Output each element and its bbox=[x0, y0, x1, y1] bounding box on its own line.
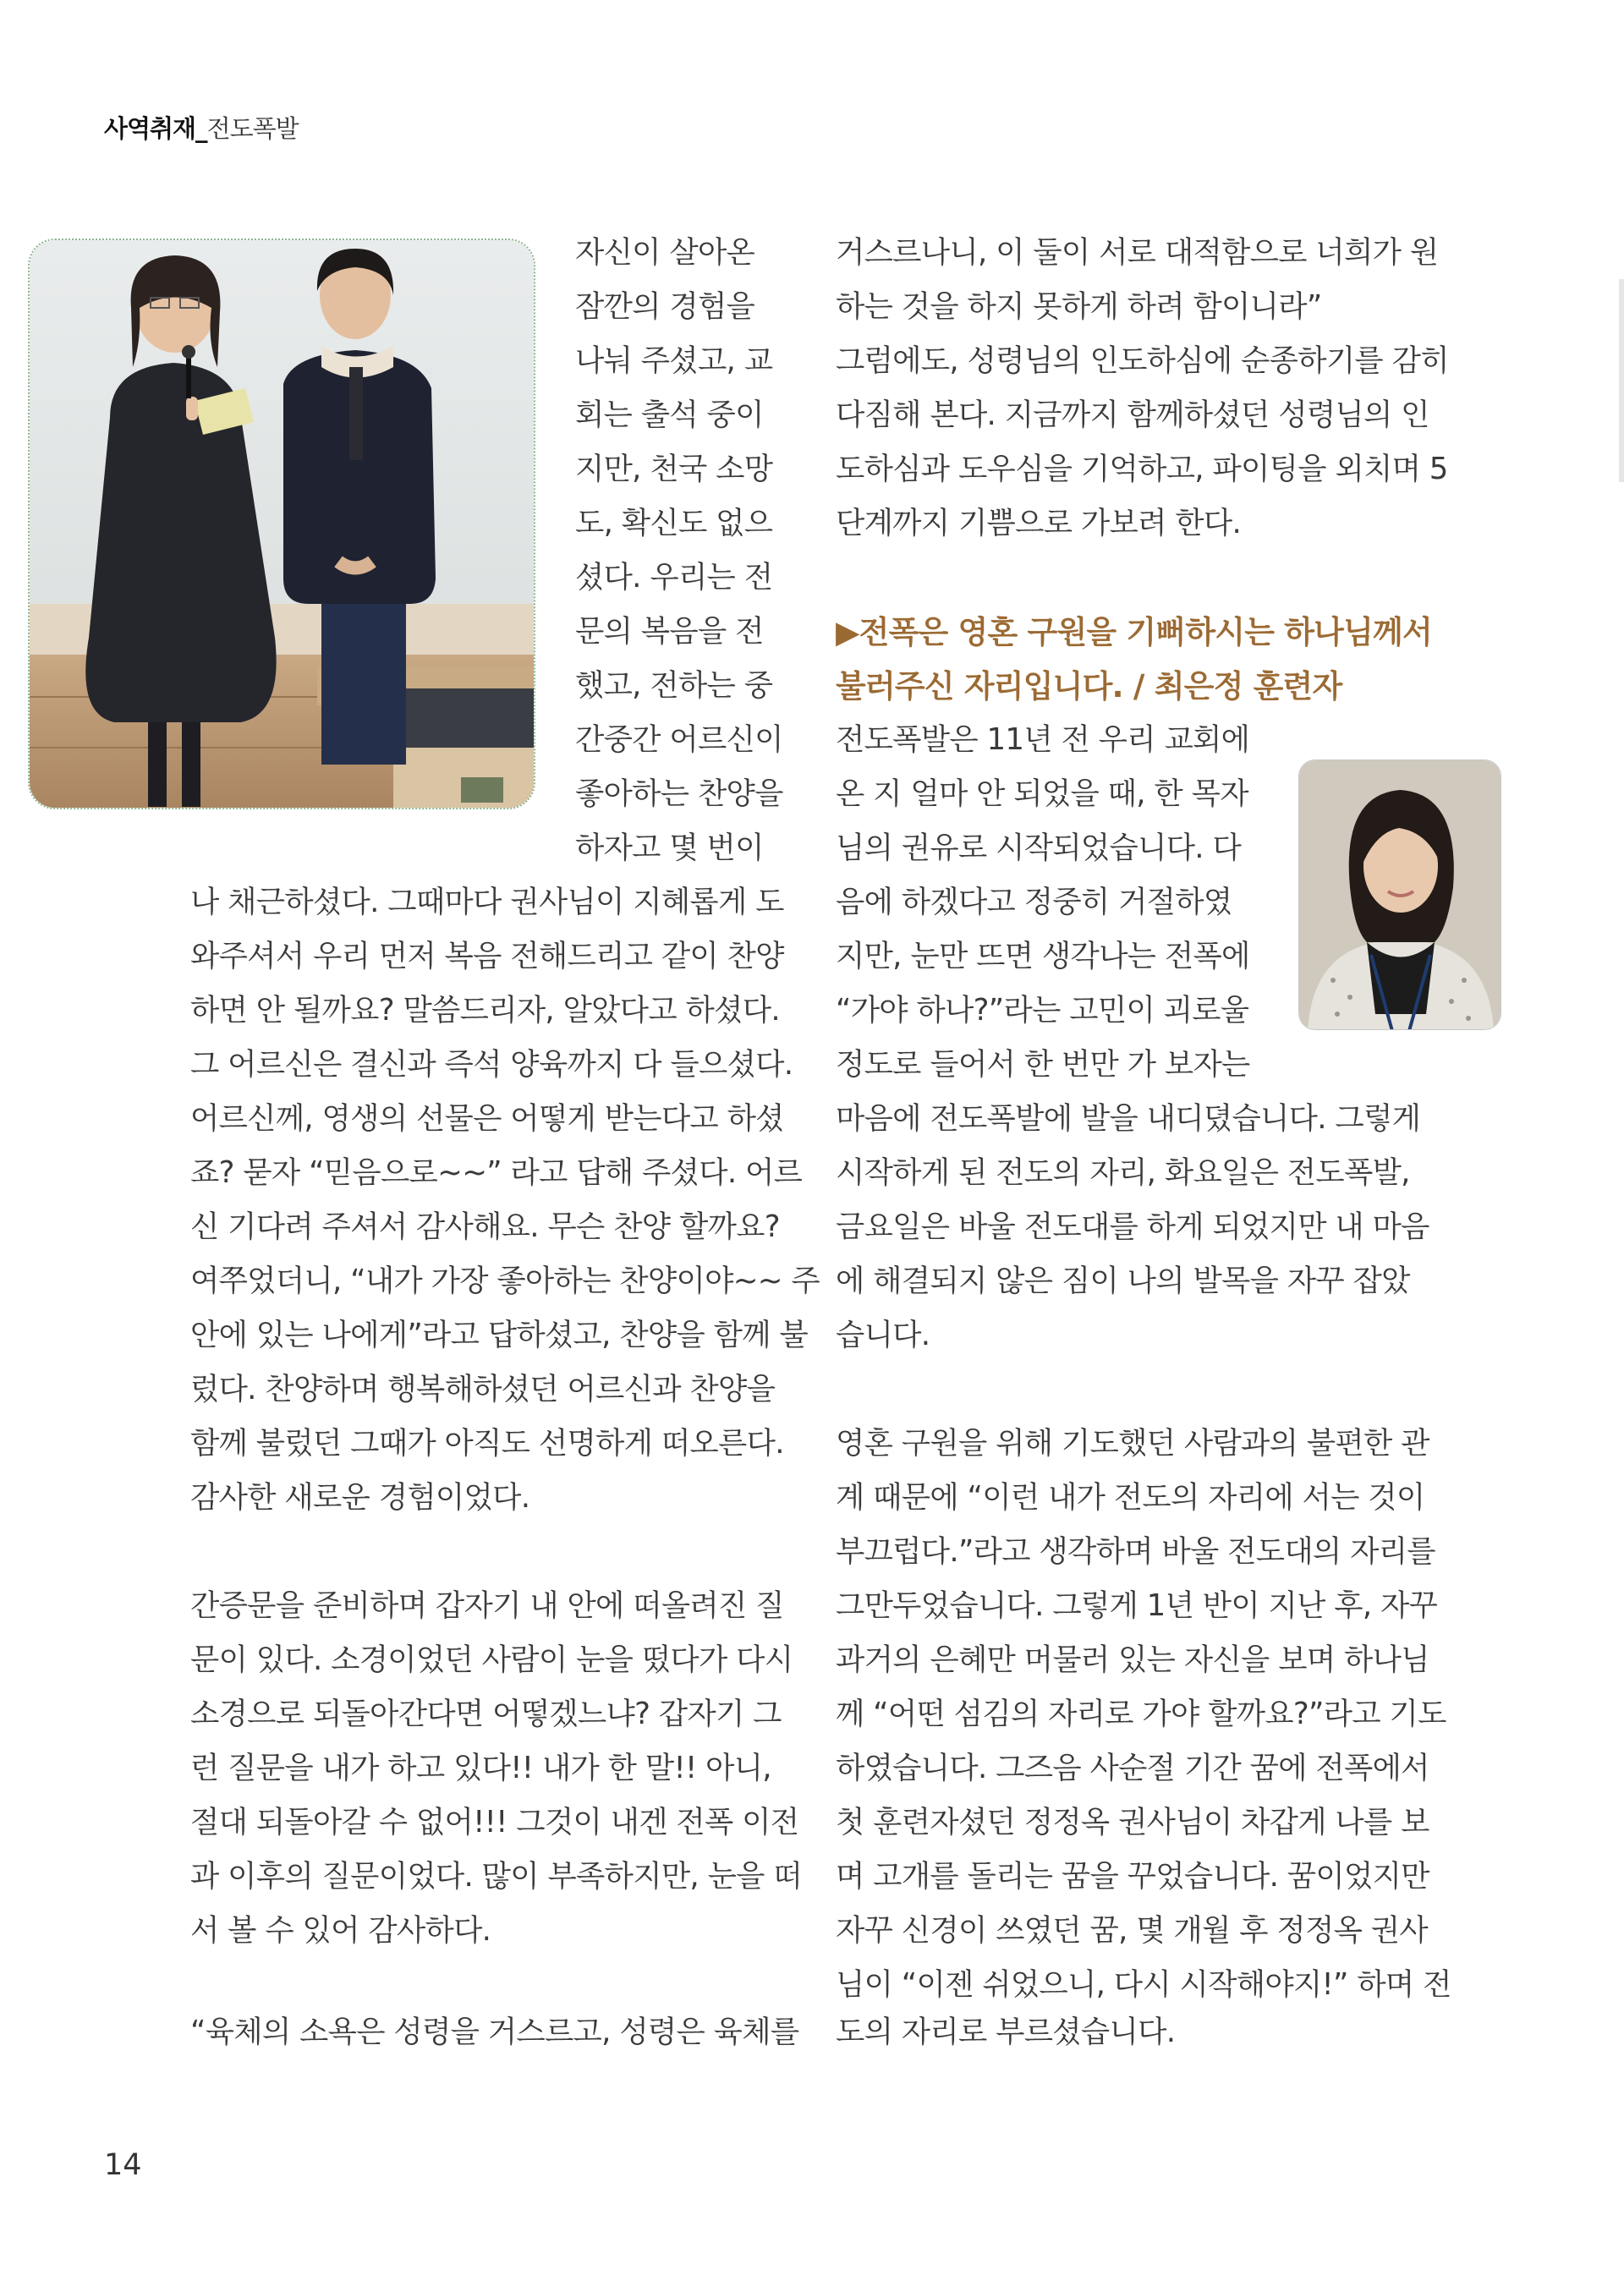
col2-line: 음에 하겠다고 정중히 거절하였 bbox=[836, 885, 1232, 919]
col1-line: 어르신께, 영생의 선물은 어떻게 받는다고 하셨 bbox=[190, 1101, 784, 1136]
col2-line: 그럼에도, 성령님의 인도하심에 순종하기를 감히 bbox=[836, 343, 1449, 378]
col2-line: 전도폭발은 11년 전 우리 교회에 bbox=[836, 722, 1250, 757]
col1-line: 나 채근하셨다. 그때마다 권사님이 지혜롭게 도 bbox=[190, 885, 784, 919]
col1-line: 런 질문을 내가 하고 있다!! 내가 한 말!! 아니, bbox=[190, 1751, 771, 1785]
subheading-line: 불러주신 자리입니다. / 최은정 훈련자 bbox=[836, 668, 1342, 705]
col1-line: 잠깐의 경험을 bbox=[575, 289, 755, 324]
col2-line: 하는 것을 하지 못하게 하려 함이니라” bbox=[836, 289, 1322, 324]
col1-line: 문이 있다. 소경이었던 사람이 눈을 떴다가 다시 bbox=[190, 1642, 793, 1677]
col1-line: 회는 출석 중이 bbox=[575, 398, 764, 432]
col1-line: 과 이후의 질문이었다. 많이 부족하지만, 눈을 떠 bbox=[190, 1859, 802, 1894]
col1-line: 지만, 천국 소망 bbox=[575, 452, 773, 486]
col2-line: 습니다. bbox=[836, 1318, 930, 1352]
col1-line: 문의 복음을 전 bbox=[575, 614, 764, 649]
col2-line: 단계까지 기쁨으로 가보려 한다. bbox=[836, 506, 1242, 540]
col1-line: 와주셔서 우리 먼저 복음 전해드리고 같이 찬양 bbox=[190, 939, 784, 973]
col2-line: 부끄럽다.”라고 생각하며 바울 전도대의 자리를 bbox=[836, 1534, 1435, 1569]
col2-line: 그만두었습니다. 그렇게 1년 반이 지난 후, 자꾸 bbox=[836, 1588, 1438, 1623]
page-side-tab bbox=[1619, 279, 1624, 482]
col1-line: 소경으로 되돌아간다면 어떻겠느냐? 갑자기 그 bbox=[190, 1697, 782, 1731]
col2-line: 자꾸 신경이 쓰였던 꿈, 몇 개월 후 정정옥 권사 bbox=[836, 1913, 1428, 1948]
col1-line: 함께 불렀던 그때가 아직도 선명하게 떠오른다. bbox=[190, 1426, 784, 1461]
col2-line: 님의 권유로 시작되었습니다. 다 bbox=[836, 831, 1242, 865]
col2-line: 도의 자리로 부르셨습니다. bbox=[836, 2015, 1176, 2049]
col1-line: 자신이 살아온 bbox=[575, 235, 755, 270]
col1-line: 그 어르신은 결신과 즉석 양육까지 다 들으셨다. bbox=[190, 1047, 793, 1082]
col2-line: 온 지 얼마 안 되었을 때, 한 목자 bbox=[836, 776, 1248, 811]
col2-line: 계 때문에 “이런 내가 전도의 자리에 서는 것이 bbox=[836, 1480, 1425, 1515]
col2-line: 금요일은 바울 전도대를 하게 되었지만 내 마음 bbox=[836, 1209, 1429, 1244]
col2-line: 님이 “이젠 쉬었으니, 다시 시작해야지!” 하며 전 bbox=[836, 1967, 1451, 2002]
col1-line: 좋아하는 찬양을 bbox=[575, 776, 783, 811]
col1-line: 서 볼 수 있어 감사하다. bbox=[190, 1913, 491, 1948]
col1-line: 간증문을 준비하며 갑자기 내 안에 떠올려진 질 bbox=[190, 1588, 784, 1623]
subheading-line: ▶전폭은 영혼 구원을 기뻐하시는 하나님께서 bbox=[836, 614, 1432, 650]
trainer-portrait bbox=[1298, 759, 1501, 1030]
col2-line: 거스르나니, 이 둘이 서로 대적함으로 너희가 원 bbox=[836, 235, 1439, 270]
col2-line: 마음에 전도폭발에 발을 내디뎠습니다. 그렇게 bbox=[836, 1101, 1421, 1136]
col1-line: 하자고 몇 번이 bbox=[575, 831, 764, 865]
testimony-photo-art bbox=[30, 240, 535, 809]
col2-line: 며 고개를 돌리는 꿈을 꾸었습니다. 꿈이었지만 bbox=[836, 1859, 1429, 1894]
col1-line: 절대 되돌아갈 수 없어!!! 그것이 내겐 전폭 이전 bbox=[190, 1805, 799, 1840]
section-subtitle: 전도폭발 bbox=[206, 114, 299, 143]
testimony-photo bbox=[28, 239, 535, 809]
col1-line: 셨다. 우리는 전 bbox=[575, 560, 773, 595]
col2-line: 다짐해 본다. 지금까지 함께하셨던 성령님의 인 bbox=[836, 398, 1429, 432]
trainer-portrait-art bbox=[1299, 760, 1501, 1030]
col1-line: 감사한 새로운 경험이었다. bbox=[190, 1480, 530, 1515]
section-header bbox=[104, 110, 299, 145]
section-title: 사역취재_ bbox=[104, 114, 207, 143]
col2-line: 하였습니다. 그즈음 사순절 기간 꿈에 전폭에서 bbox=[836, 1751, 1429, 1785]
col2-line: 과거의 은혜만 머물러 있는 자신을 보며 하나님 bbox=[836, 1642, 1429, 1677]
col2-line: “가야 하나?”라는 고민이 괴로울 bbox=[836, 993, 1249, 1028]
col1-line: 했고, 전하는 중 bbox=[575, 668, 773, 703]
col1-line: 하면 안 될까요? 말씀드리자, 알았다고 하셨다. bbox=[190, 993, 780, 1028]
col1-line: 렀다. 찬양하며 행복해하셨던 어르신과 찬양을 bbox=[190, 1372, 776, 1406]
col2-line: 도하심과 도우심을 기억하고, 파이팅을 외치며 5 bbox=[836, 452, 1448, 486]
page-number: 14 bbox=[104, 2148, 142, 2182]
col1-line: “육체의 소욕은 성령을 거스르고, 성령은 육체를 bbox=[190, 2015, 799, 2049]
col1-line: 여쭈었더니, “내가 가장 좋아하는 찬양이야~~ 주 bbox=[190, 1264, 820, 1298]
col1-line: 신 기다려 주셔서 감사해요. 무슨 찬양 할까요? bbox=[190, 1209, 780, 1244]
col1-line: 죠? 묻자 “믿음으로~~” 라고 답해 주셨다. 어르 bbox=[190, 1155, 803, 1190]
col2-line: 에 해결되지 않은 짐이 나의 발목을 자꾸 잡았 bbox=[836, 1264, 1410, 1298]
col1-line: 나눠 주셨고, 교 bbox=[575, 343, 773, 378]
col2-line: 첫 훈련자셨던 정정옥 권사님이 차갑게 나를 보 bbox=[836, 1805, 1429, 1840]
col2-line: 께 “어떤 섬김의 자리로 가야 할까요?”라고 기도 bbox=[836, 1697, 1446, 1731]
col2-line: 시작하게 된 전도의 자리, 화요일은 전도폭발, bbox=[836, 1155, 1410, 1190]
col2-line: 정도로 들어서 한 번만 가 보자는 bbox=[836, 1047, 1250, 1082]
col2-line: 지만, 눈만 뜨면 생각나는 전폭에 bbox=[836, 939, 1250, 973]
col1-line: 간중간 어르신이 bbox=[575, 722, 783, 757]
col1-line: 도, 확신도 없으 bbox=[575, 506, 773, 540]
col2-line: 영혼 구원을 위해 기도했던 사람과의 불편한 관 bbox=[836, 1426, 1429, 1461]
col1-line: 안에 있는 나에게”라고 답하셨고, 찬양을 함께 불 bbox=[190, 1318, 809, 1352]
